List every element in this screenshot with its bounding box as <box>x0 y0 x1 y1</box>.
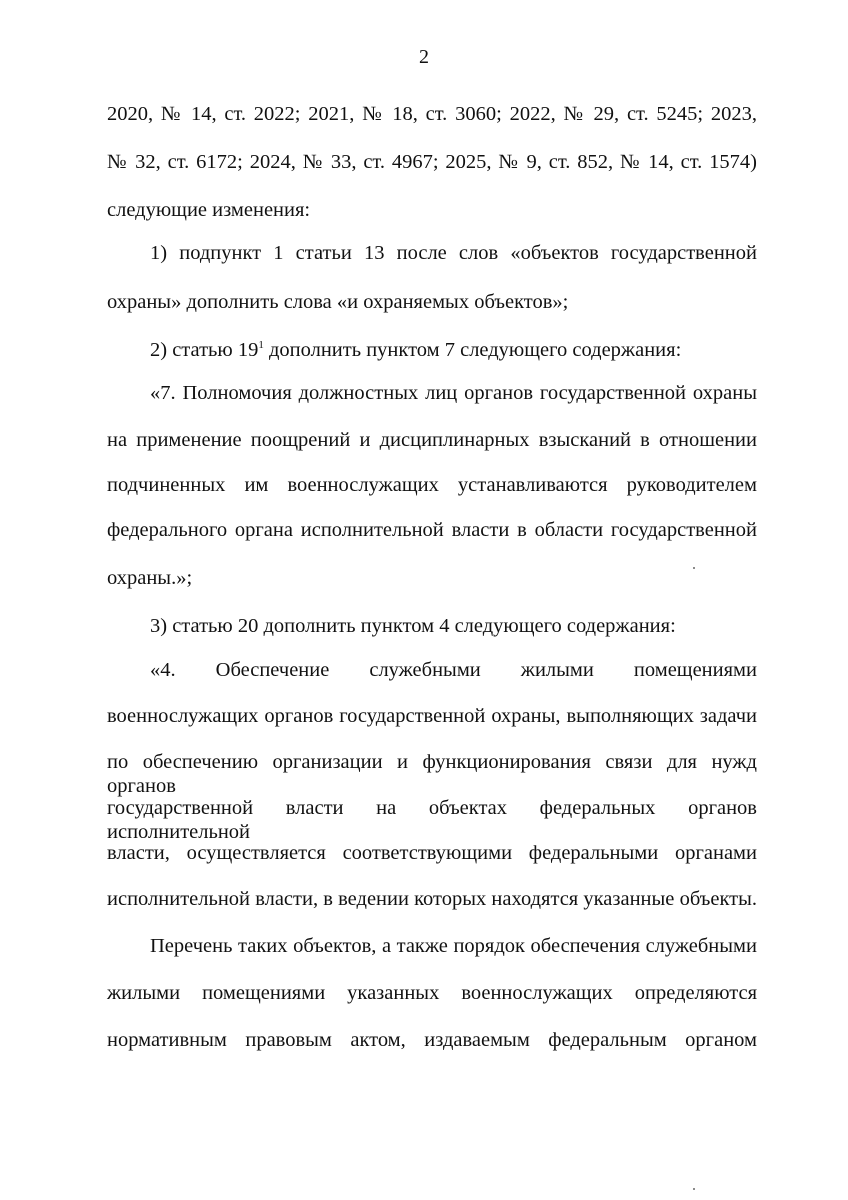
body-line: 2020, № 14, ст. 2022; 2021, № 18, ст. 3060; 2022, № 29, ст. 5245; 2023, <box>107 103 757 125</box>
text: дополнить пунктом 7 следующего содержания: <box>263 339 682 361</box>
body-line: подчиненных им военнослужащих устанавливаются руководителем <box>107 474 757 496</box>
body-line: охраны» дополнить слова «и охраняемых объектов»; <box>107 291 569 313</box>
body-line <box>150 338 757 362</box>
body-line: государственной власти на объектах федеральных органов исполнительной <box>107 797 757 843</box>
body-line: военнослужащих органов государственной охраны, выполняющих задачи <box>107 705 757 727</box>
body-line: 3) статью 20 дополнить пунктом 4 следующего содержания: <box>150 615 676 637</box>
body-line: охраны.»; <box>107 567 193 589</box>
page-number: 2 <box>419 46 429 68</box>
body-line: № 32, ст. 6172; 2024, № 33, ст. 4967; 2025, № 9, ст. 852, № 14, ст. 1574) <box>107 151 757 173</box>
superscript: 1 <box>258 339 264 351</box>
body-line: нормативным правовым актом, издаваемым федеральным органом <box>107 1029 757 1051</box>
body-line: Перечень таких объектов, а также порядок обеспечения служебными <box>150 935 757 957</box>
body-line: власти, осуществляется соответствующими федеральными органами <box>107 842 757 864</box>
body-line: «4. Обеспечение служебными жилыми помещениями <box>150 659 757 681</box>
body-line: исполнительной власти, в ведении которых находятся указанные объекты. <box>107 888 757 910</box>
body-line: федерального органа исполнительной власти в области государственной <box>107 519 757 541</box>
body-line: жилыми помещениями указанных военнослужащих определяются <box>107 982 757 1004</box>
body-line: «7. Полномочия должностных лиц органов государственной охраны <box>150 382 757 404</box>
scan-speck <box>693 567 695 569</box>
body-line: на применение поощрений и дисциплинарных взысканий в отношении <box>107 429 757 451</box>
body-line: следующие изменения: <box>107 199 311 221</box>
text: 2) статью 19 <box>150 339 259 361</box>
scan-speck <box>693 1188 695 1190</box>
body-line: 1) подпункт 1 статьи 13 после слов «объектов государственной <box>150 242 757 264</box>
body-line: по обеспечению организации и функционирования связи для нужд органов <box>107 751 757 797</box>
